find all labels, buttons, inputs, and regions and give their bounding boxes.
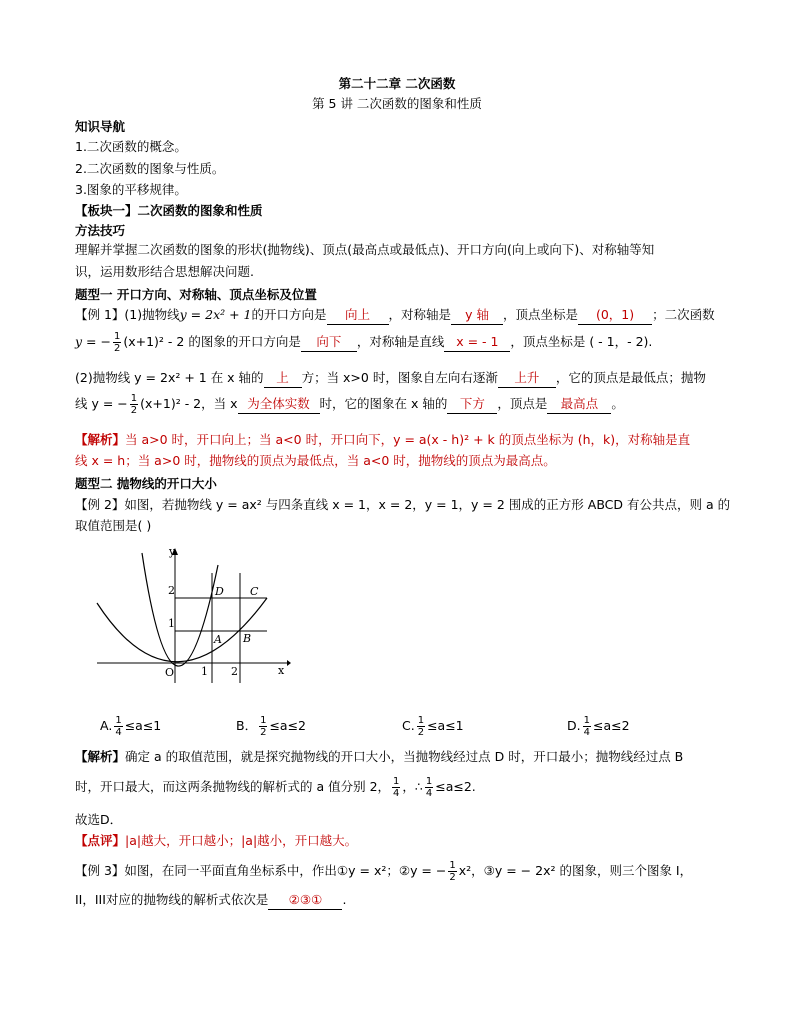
ex1-line1: 【例 1】(1)抛物线y = 2x² + 1的开口方向是 向上 ，对称轴是 y 轴 ，顶点坐标是 (0，1) ；二次函数 [75,306,715,325]
x-tick-2: 2 [231,665,238,678]
ex3-question-line2: II，III对应的抛物线的解析式依次是 ②③① . [75,891,346,910]
ex1-analysis-line1: 【解析】当 a>0 时，开口向上；当 a<0 时，开口向下，y = a(x - h)² + k 的顶点坐标为 (h，k)，对称轴是直 [75,432,691,447]
block1-heading: 【板块一】二次函数的图象和性质 [75,203,263,218]
answer-blank: ②③① [268,891,342,910]
type1-heading: 题型一 开口方向、对称轴、顶点坐标及位置 [75,287,317,302]
ex2-analysis-line1: 【解析】确定 a 的取值范围，就是探究抛物线的开口大小，当抛物线经过点 D 时，开口最小；抛物线经过点 B [75,749,684,764]
x-axis-label: x [278,664,285,677]
nav-item-1: 1.二次函数的概念。 [75,139,187,154]
option-d: D. $\frac{1}{4}$ ≤a≤2 [567,715,630,738]
ex3-question-line1: 【例 3】如图，在同一平面直角坐标系中，作出①y = x²；②y = − $\frac{1}{2}$ x²，③y = − 2x² 的图象，则三个图象 I， [75,860,693,883]
option-c: C. $\frac{1}{2}$ ≤a≤1 [402,715,464,738]
option-b: B． $\frac{1}{2}$ ≤a≤2 [236,715,307,738]
ex1-line4: 线 y = − $\frac{1}{2}$ (x+1)² - 2，当 x 为全体实数 时，它的图象在 x 轴的 下方 ，顶点是 最高点 。 [75,393,624,416]
ex2-analysis-line2: 时，开口最大，而这两条抛物线的解析式的 a 值分别 2， $\frac{1}{4}$ ，∴ $\frac{1}{4}$ ≤a≤2. [75,776,476,799]
fraction: $\frac{1}{2}$ [113,331,121,354]
answer-blank: 向上 [327,306,389,325]
parabola-figure [92,543,292,685]
nav-item-3: 3.图象的平移规律。 [75,182,187,197]
option-a: A. $\frac{1}{4}$ ≤a≤1 [100,715,162,738]
answer-blank: 向下 [301,333,357,352]
chapter-title: 第二十二章 二次函数 [338,76,456,91]
y-axis-label: y [169,545,176,558]
lecture-subtitle: 第 5 讲 二次函数的图象和性质 [312,96,482,111]
point-c-label: C [250,585,259,598]
origin-label: O [165,666,175,679]
nav-heading: 知识导航 [75,119,126,134]
ex2-question-line2: 取值范围是( ) [75,518,152,533]
answer-blank: 为全体实数 [238,395,320,414]
method-line1: 理解并掌握二次函数的图象的形状(抛物线)、顶点(最高点或最低点)、开口方向(向上或向下)、对称轴等知 [75,242,655,257]
ex1-line3: (2)抛物线 y = 2x² + 1 在 x 轴的 上 方；当 x>0 时，图象自左向右逐渐 上升 ，它的顶点是最低点；抛物 [75,369,706,388]
point-b-label: B [243,632,252,645]
ex2-answer: 故选D． [75,812,123,827]
answer-blank: 上升 [498,369,556,388]
ex2-comment: 【点评】|a|越大，开口越小；|a|越小，开口越大。 [75,833,358,848]
y-tick-1: 1 [168,617,175,630]
point-a-label: A [214,633,222,646]
answer-blank: (0，1) [578,306,652,325]
method-heading: 方法技巧 [75,223,126,238]
method-line2: 识，运用数形结合思想解决问题. [75,264,254,279]
fraction: $\frac{1}{2}$ [130,393,138,416]
answer-blank: x = - 1 [444,333,510,352]
answer-blank: y 轴 [451,306,503,325]
point-d-label: D [215,585,224,598]
y-tick-2: 2 [168,584,175,597]
ex2-question-line1: 【例 2】如图，若抛物线 y = ax² 与四条直线 x = 1，x = 2，y = 1，y = 2 围成的正方形 ABCD 有公共点，则 a 的 [75,497,731,512]
answer-blank: 上 [264,369,302,388]
x-tick-1: 1 [201,665,208,678]
ex1-line2: y = − $\frac{1}{2}$ (x+1)² - 2 的图象的开口方向是 向下 ，对称轴是直线 x = - 1 ，顶点坐标是 ( - 1，- 2). [75,331,653,354]
answer-blank: 下方 [447,395,497,414]
nav-item-2: 2.二次函数的图象与性质。 [75,161,225,176]
answer-blank: 最高点 [547,395,611,414]
type2-heading: 题型二 抛物线的开口大小 [75,476,217,491]
ex1-analysis-line2: 线 x = h；当 a>0 时，抛物线的顶点为最低点，当 a<0 时，抛物线的顶点为最高点。 [75,453,556,468]
